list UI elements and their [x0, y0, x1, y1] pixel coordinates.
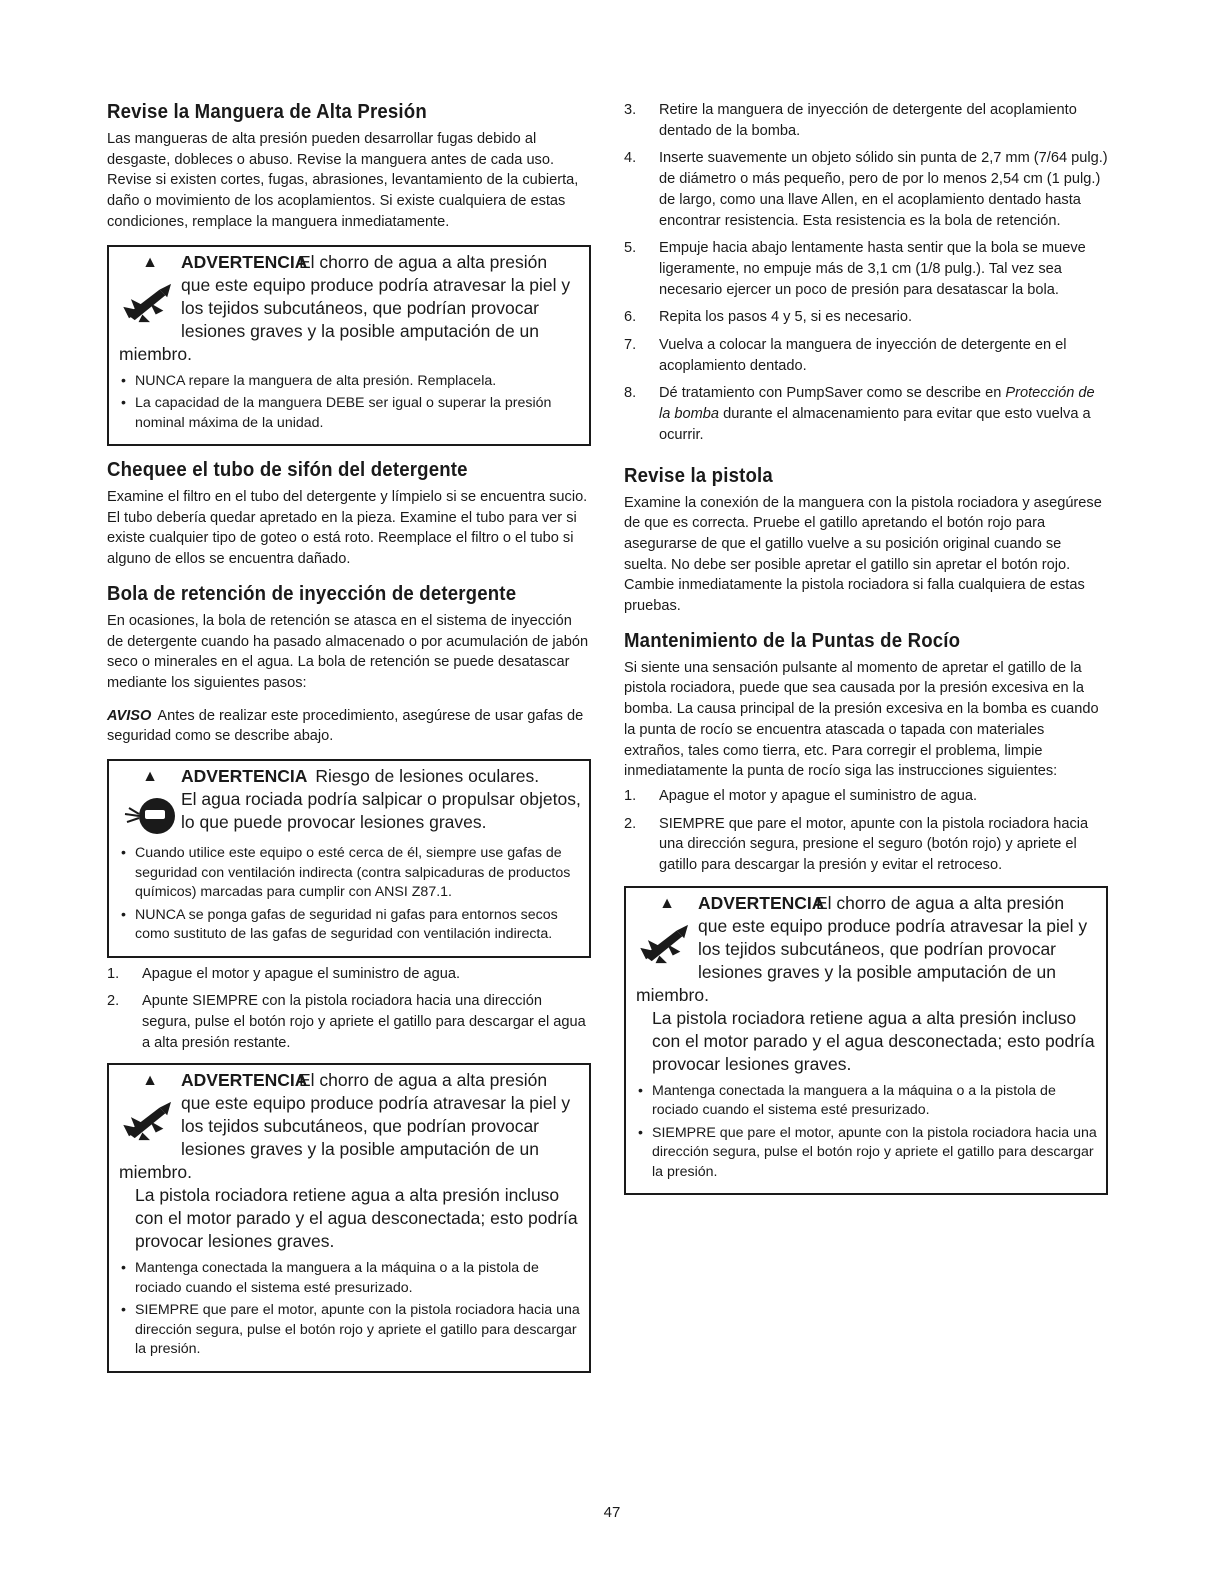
step-item [624, 307, 1108, 328]
warning-text: El chorro de agua a alta presión que este equipo produce podría atravesar la piel y los tejidos subcutáneos, que podrían provocar lesiones graves y la posible amputación de un [181, 251, 571, 341]
check-ball-heading: Bola de retención de inyección de detergente [107, 582, 517, 605]
step-number: 7. [624, 337, 637, 354]
warning-label: ADVERTENCIA [181, 1070, 308, 1091]
step-text: Vuelva a colocar la manguera de inyección de detergente en el acoplamiento dentado. [659, 337, 1067, 374]
pressure-warning-box [107, 1063, 591, 1373]
step-text: Repita los pasos 4 y 5, si es necesario. [659, 309, 913, 326]
eye-warning-box [107, 759, 591, 958]
step-number: 2. [107, 993, 120, 1010]
warning-tail: miembro. [119, 1162, 192, 1183]
warning-triangle-icon: ▲ [142, 768, 158, 786]
warning-extra: La pistola rociadora retiene agua a alta presión incluso con el motor parado y el agua desconectada; esto podría provocar lesiones graves. [652, 1007, 1095, 1074]
step-text: Empuje hacia abajo lentamente hasta sentir que la bola se mueve ligeramente, no empuje más de 3,1 cm (1/8 pulg.). Tal vez sea necesario ejercer un poco de presión para desatascar la bola. [659, 240, 1086, 298]
check-ball-steps-continued [624, 100, 1108, 446]
left-column [107, 100, 591, 1379]
right-column [624, 100, 1108, 1201]
step-item [624, 786, 1108, 807]
step-item [624, 814, 1108, 876]
nozzle-section [624, 629, 1108, 1196]
warning-bullet: • Mantenga conectada la manguera a la máquina o a la pistola de rociado cuando el sistema esté presurizado. [119, 1259, 581, 1298]
step-text: durante el almacenamiento para evitar que esto vuelva a ocurrir. [659, 406, 1091, 443]
step-item [624, 335, 1108, 376]
gun-body: Examine la conexión de la manguera con la pistola rociadora y asegúrese de que es correcta. Pruebe el gatillo apretando el botón rojo para asegurarse de que el gatillo vuelve a su posición original cuando se suelta. No debe ser posible apretar el gatillo sin apretar el botón rojo. Cambie inmediatamente la pistola rociadora si falla cualquiera de estas pruebas. [624, 494, 1102, 615]
step-text: Apague el motor y apague el suministro de agua. [142, 965, 461, 982]
warning-label: ADVERTENCIA [698, 892, 825, 913]
hose-heading: Revise la Manguera de Alta Presión [107, 101, 427, 123]
step-number: 1. [107, 965, 120, 982]
notice-label: AVISO [107, 707, 152, 724]
step-number: 2. [624, 815, 637, 832]
step-number: 4. [624, 150, 637, 167]
warning-text: El chorro de agua a alta presión que este equipo produce podría atravesar la piel y los tejidos subcutáneos, que podrían provocar lesiones graves y la posible amputación de un [698, 892, 1088, 982]
warning-extra: La pistola rociadora retiene agua a alta presión incluso con el motor parado y el agua desconectada; esto podría provocar lesiones graves. [135, 1185, 578, 1252]
warning-label: ADVERTENCIA [181, 251, 308, 272]
step-text: Apague el motor y apague el suministro de agua. [659, 787, 978, 804]
warning-title-rest: Riesgo de lesiones oculares. [315, 766, 540, 787]
step-item [107, 964, 591, 985]
step-number: 5. [624, 240, 637, 257]
warning-bullet: • NUNCA repare la manguera de alta presión. Remplacela. [119, 372, 581, 392]
warning-label: ADVERTENCIA [181, 766, 308, 787]
check-ball-section [107, 582, 591, 1373]
warning-bullet: • Mantenga conectada la manguera a la máquina o a la pistola de rociado cuando el sistema esté presurizado. [636, 1082, 1098, 1121]
siphon-heading: Chequee el tubo de sifón del detergente [107, 459, 468, 482]
nozzle-body: Si siente una sensación pulsante al momento de apretar el gatillo de la pistola rociadora, puede que sea causada por la presión excesiva en la bomba. La causa principal de la presión excesiva en la bomba es cuando la punta de rocío se encuentra atascada o tapada con materiales extraños, tales como tierra, etc. Para corregir el problema, limpie inmediatamente la punta de rocío siga las instrucciones siguientes: [624, 659, 1099, 780]
step-number: 6. [624, 309, 637, 326]
warning-tail: miembro. [636, 984, 709, 1005]
step-text: Apunte SIEMPRE con la pistola rociadora hacia una dirección segura, pulse el botón rojo y apriete el gatillo para descargar el agua a alta presión restante. [142, 993, 586, 1051]
notice-text: Antes de realizar este procedimiento, asegúrese de usar gafas de seguridad como se describe abajo. [107, 707, 584, 745]
nozzle-heading: Mantenimiento de la Puntas de Rocío [624, 629, 961, 652]
step-item [624, 383, 1108, 445]
warning-text: El agua rociada podría salpicar o propulsar objetos, lo que puede provocar lesiones graves. [181, 789, 581, 833]
pump-protection-ref: Protección de la bomba [659, 385, 1095, 423]
warning-tail: miembro. [119, 343, 192, 364]
warning-text: El chorro de agua a alta presión que este equipo produce podría atravesar la piel y los tejidos subcutáneos, que podrían provocar lesiones graves y la posible amputación de un [181, 1070, 571, 1160]
nozzle-steps [624, 786, 1108, 876]
step-item [624, 238, 1108, 300]
step-number: 3. [624, 102, 637, 118]
step-item [624, 100, 1108, 141]
gun-section [624, 464, 1108, 617]
warning-triangle-icon: ▲ [142, 253, 158, 271]
page-number: 47 [603, 1504, 621, 1521]
siphon-body: Examine el filtro en el tubo del detergente y límpielo si se encuentra sucio. El tubo debería quedar apretado en la pieza. Examine el tubo para ver si existe cualquier tipo de goteo o está roto. Reemplace el filtro o el tubo si alguno de ellos se encuentra dañado. [107, 489, 588, 568]
check-ball-steps [107, 964, 591, 1054]
step-text: Retire la manguera de inyección de detergente del acoplamiento dentado de la bomba. [659, 102, 1077, 139]
notice [107, 706, 591, 747]
injection-hazard-icon [121, 282, 179, 324]
warning-triangle-icon: ▲ [142, 1072, 158, 1090]
warning-bullet: • NUNCA se ponga gafas de seguridad ni gafas para entornos secos como sustituto de las gafas de seguridad con ventilación indirecta. [119, 906, 581, 945]
step-item [107, 991, 591, 1053]
nozzle-warning-box [624, 886, 1108, 1196]
step-text: Inserte suavemente un objeto sólido sin punta de 2,7 mm (7/64 pulg.) de diámetro o más pequeño, pero de por lo menos 2,54 cm (1 pulg.) de largo, como una llave Allen, en el acoplamiento dentado hasta encontrar resistencia. Esta resistencia es la bola de retención. [659, 150, 1108, 229]
warning-bullet: • SIEMPRE que pare el motor, apunte con la pistola rociadora hacia una dirección segura, pulse el botón rojo y apriete el gatillo para descargar la presión. [119, 1301, 581, 1360]
injection-hazard-icon [638, 923, 696, 965]
step-text: Dé tratamiento con PumpSaver como se describe en [659, 385, 1002, 402]
warning-bullet: • La capacidad de la manguera DEBE ser igual o superar la presión nominal máxima de la unidad. [119, 394, 581, 433]
step-item [624, 148, 1108, 231]
step-number: 1. [624, 787, 637, 804]
warning-bullet: • SIEMPRE que pare el motor, apunte con la pistola rociadora hacia una dirección segura, pulse el botón rojo y apriete el gatillo para descargar la presión. [636, 1124, 1098, 1183]
warning-bullet: • Cuando utilice este equipo o esté cerca de él, siempre use gafas de seguridad con ventilación indirecta (contra salpicaduras de productos químicos) marcadas para cumplir con ANSI Z87.1. [119, 844, 581, 903]
warning-triangle-icon: ▲ [659, 894, 675, 912]
check-ball-body: En ocasiones, la bola de retención se atasca en el sistema de inyección de detergente cuando ha pasado almacenado o por acumulación de jabón seco o minerales en el agua. La bola de retención se puede desatascar mediante los siguientes pasos: [107, 612, 589, 691]
step-text: SIEMPRE que pare el motor, apunte con la pistola rociadora hacia una dirección segura, presione el seguro (botón rojo) y apriete el gatillo para descargar la presión y evitar el retroceso. [659, 815, 1089, 874]
hose-section [107, 100, 591, 446]
step-number: 8. [624, 385, 637, 402]
gun-heading: Revise la pistola [624, 464, 773, 487]
eye-hazard-icon [123, 792, 177, 838]
siphon-section [107, 458, 591, 570]
hose-body: Las mangueras de alta presión pueden desarrollar fugas debido al desgaste, dobleces o abuso. Revise la manguera antes de cada uso. Revise si existen cortes, fugas, abrasiones, levantamiento de la cubierta, daño o movimiento de los acoplamientos. Si existe cualquiera de estas condiciones, remplace la manguera inmediatamente. [107, 131, 579, 230]
injection-hazard-icon [121, 1100, 179, 1142]
hose-warning-box [107, 245, 591, 447]
